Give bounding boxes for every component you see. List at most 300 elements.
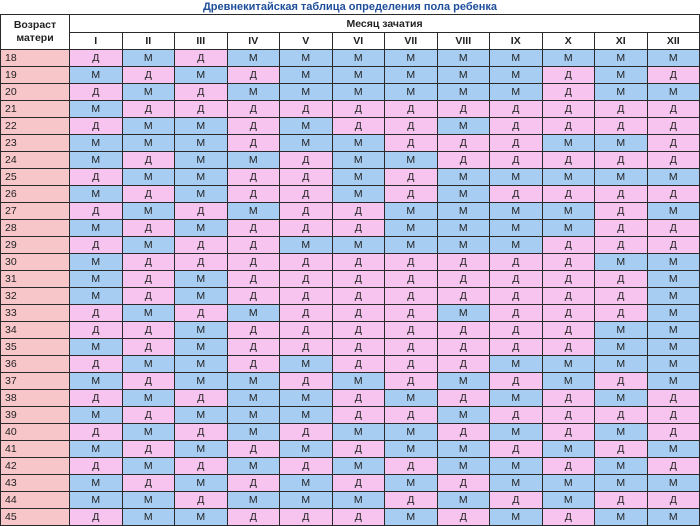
month-header-cell: XI [595, 33, 648, 50]
boy-cell: М [332, 237, 385, 254]
boy-cell: М [122, 237, 175, 254]
girl-cell: Д [122, 475, 175, 492]
girl-cell: Д [437, 356, 490, 373]
girl-cell: Д [122, 373, 175, 390]
girl-cell: Д [227, 101, 280, 118]
girl-cell: Д [542, 152, 595, 169]
boy-cell: М [280, 67, 333, 84]
girl-cell: Д [595, 203, 648, 220]
boy-cell: М [437, 169, 490, 186]
girl-cell: Д [647, 101, 700, 118]
girl-cell: Д [542, 118, 595, 135]
month-header-cell: III [175, 33, 228, 50]
girl-cell: Д [595, 152, 648, 169]
girl-cell: Д [122, 322, 175, 339]
boy-cell: М [332, 67, 385, 84]
table-row [1, 492, 700, 509]
girl-cell: Д [122, 186, 175, 203]
girl-cell: Д [122, 67, 175, 84]
boy-cell: М [385, 152, 438, 169]
boy-cell: М [280, 356, 333, 373]
girl-cell: Д [175, 390, 228, 407]
boy-cell: М [122, 135, 175, 152]
boy-cell: М [385, 50, 438, 67]
girl-cell: Д [122, 101, 175, 118]
girl-cell: Д [595, 407, 648, 424]
boy-cell: М [122, 305, 175, 322]
girl-cell: Д [70, 84, 123, 101]
boy-cell: М [647, 475, 700, 492]
girl-cell: Д [227, 254, 280, 271]
boy-cell: М [332, 50, 385, 67]
boy-cell: М [175, 288, 228, 305]
boy-cell: М [70, 441, 123, 458]
boy-cell: М [490, 356, 543, 373]
girl-cell: Д [175, 203, 228, 220]
table-row [1, 84, 700, 101]
girl-cell: Д [332, 339, 385, 356]
girl-cell: Д [490, 271, 543, 288]
boy-cell: М [490, 475, 543, 492]
boy-cell: М [542, 50, 595, 67]
boy-cell: М [332, 458, 385, 475]
boy-cell: М [595, 50, 648, 67]
boy-cell: М [175, 356, 228, 373]
girl-cell: Д [332, 118, 385, 135]
mother-age-cell: 33 [1, 305, 70, 322]
boy-cell: М [332, 84, 385, 101]
girl-cell: Д [175, 458, 228, 475]
boy-cell: М [385, 84, 438, 101]
girl-cell: Д [647, 135, 700, 152]
girl-cell: Д [227, 67, 280, 84]
girl-cell: Д [175, 50, 228, 67]
girl-cell: Д [595, 220, 648, 237]
boy-cell: М [385, 441, 438, 458]
table-row [1, 271, 700, 288]
girl-cell: Д [70, 458, 123, 475]
table-row [1, 67, 700, 84]
boy-cell: М [332, 135, 385, 152]
boy-cell: М [280, 390, 333, 407]
girl-cell: Д [542, 305, 595, 322]
girl-cell: Д [385, 169, 438, 186]
girl-cell: Д [542, 237, 595, 254]
boy-cell: М [647, 169, 700, 186]
boy-cell: М [542, 220, 595, 237]
boy-cell: М [595, 390, 648, 407]
girl-cell: Д [647, 492, 700, 509]
mother-age-cell: 20 [1, 84, 70, 101]
girl-cell: Д [70, 424, 123, 441]
mother-age-cell: 40 [1, 424, 70, 441]
boy-cell: М [122, 50, 175, 67]
girl-cell: Д [70, 305, 123, 322]
girl-cell: Д [542, 186, 595, 203]
girl-cell: Д [227, 356, 280, 373]
girl-cell: Д [122, 407, 175, 424]
table-row [1, 475, 700, 492]
boy-cell: М [280, 407, 333, 424]
boy-cell: М [385, 67, 438, 84]
boy-cell: М [647, 509, 700, 526]
girl-cell: Д [227, 322, 280, 339]
mother-age-cell: 32 [1, 288, 70, 305]
table-row [1, 407, 700, 424]
girl-cell: Д [122, 271, 175, 288]
boy-cell: М [70, 254, 123, 271]
boy-cell: М [647, 322, 700, 339]
girl-cell: Д [437, 288, 490, 305]
table-row [1, 101, 700, 118]
boy-cell: М [542, 169, 595, 186]
boy-cell: М [227, 390, 280, 407]
boy-cell: М [332, 152, 385, 169]
boy-cell: М [437, 305, 490, 322]
boy-cell: М [490, 84, 543, 101]
boy-cell: М [647, 50, 700, 67]
girl-cell: Д [227, 220, 280, 237]
boy-cell: М [490, 237, 543, 254]
girl-cell: Д [280, 220, 333, 237]
girl-cell: Д [647, 237, 700, 254]
month-header-cell: I [70, 33, 123, 50]
boy-cell: М [437, 237, 490, 254]
boy-cell: М [70, 135, 123, 152]
boy-cell: М [490, 424, 543, 441]
girl-cell: Д [437, 339, 490, 356]
boy-cell: М [70, 288, 123, 305]
girl-cell: Д [385, 271, 438, 288]
table-row [1, 509, 700, 526]
girl-cell: Д [385, 373, 438, 390]
table-row [1, 220, 700, 237]
girl-cell: Д [280, 254, 333, 271]
boy-cell: М [332, 492, 385, 509]
boy-cell: М [122, 492, 175, 509]
boy-cell: М [122, 390, 175, 407]
girl-cell: Д [647, 220, 700, 237]
girl-cell: Д [437, 135, 490, 152]
girl-cell: Д [595, 237, 648, 254]
boy-cell: М [490, 203, 543, 220]
boy-cell: М [175, 152, 228, 169]
girl-cell: Д [490, 101, 543, 118]
girl-cell: Д [385, 101, 438, 118]
mother-age-cell: 31 [1, 271, 70, 288]
girl-cell: Д [332, 203, 385, 220]
month-header-cell: V [280, 33, 333, 50]
girl-cell: Д [70, 356, 123, 373]
boy-cell: М [227, 492, 280, 509]
mother-age-cell: 24 [1, 152, 70, 169]
girl-cell: Д [227, 339, 280, 356]
girl-cell: Д [227, 118, 280, 135]
boy-cell: М [332, 373, 385, 390]
girl-cell: Д [227, 237, 280, 254]
girl-cell: Д [542, 339, 595, 356]
girl-cell: Д [280, 373, 333, 390]
girl-cell: Д [332, 254, 385, 271]
table-row [1, 203, 700, 220]
boy-cell: М [175, 407, 228, 424]
month-header-cell: VII [385, 33, 438, 50]
header-row-months [1, 33, 700, 50]
month-header-cell: II [122, 33, 175, 50]
girl-cell: Д [175, 254, 228, 271]
girl-cell: Д [332, 322, 385, 339]
boy-cell: М [647, 339, 700, 356]
boy-cell: М [437, 220, 490, 237]
girl-cell: Д [437, 475, 490, 492]
girl-cell: Д [385, 186, 438, 203]
girl-cell: Д [70, 322, 123, 339]
girl-cell: Д [490, 118, 543, 135]
girl-cell: Д [437, 322, 490, 339]
mother-age-cell: 30 [1, 254, 70, 271]
girl-cell: Д [175, 492, 228, 509]
boy-cell: М [332, 169, 385, 186]
boy-cell: М [70, 339, 123, 356]
girl-cell: Д [542, 84, 595, 101]
girl-cell: Д [385, 254, 438, 271]
girl-cell: Д [595, 305, 648, 322]
mother-age-cell: 39 [1, 407, 70, 424]
girl-cell: Д [595, 186, 648, 203]
girl-cell: Д [595, 288, 648, 305]
boy-cell: М [385, 390, 438, 407]
girl-cell: Д [332, 475, 385, 492]
table-row [1, 356, 700, 373]
girl-cell: Д [647, 424, 700, 441]
boy-cell: М [595, 509, 648, 526]
girl-cell: Д [280, 186, 333, 203]
boy-cell: М [437, 407, 490, 424]
boy-cell: М [280, 135, 333, 152]
girl-cell: Д [542, 509, 595, 526]
girl-cell: Д [280, 169, 333, 186]
boy-cell: М [542, 356, 595, 373]
girl-cell: Д [280, 271, 333, 288]
girl-cell: Д [385, 322, 438, 339]
boy-cell: М [595, 322, 648, 339]
boy-cell: М [122, 509, 175, 526]
girl-cell: Д [437, 509, 490, 526]
boy-cell: М [175, 339, 228, 356]
boy-cell: М [595, 339, 648, 356]
girl-cell: Д [227, 441, 280, 458]
boy-cell: М [332, 424, 385, 441]
boy-cell: М [647, 288, 700, 305]
girl-cell: Д [385, 118, 438, 135]
girl-cell: Д [280, 424, 333, 441]
boy-cell: М [437, 84, 490, 101]
month-header-cell: X [542, 33, 595, 50]
boy-cell: М [122, 424, 175, 441]
girl-cell: Д [70, 169, 123, 186]
mother-age-cell: 42 [1, 458, 70, 475]
boy-cell: М [122, 356, 175, 373]
girl-cell: Д [542, 322, 595, 339]
boy-cell: М [227, 152, 280, 169]
girl-cell: Д [542, 458, 595, 475]
girl-cell: Д [385, 305, 438, 322]
boy-cell: М [70, 271, 123, 288]
girl-cell: Д [437, 152, 490, 169]
boy-cell: М [385, 203, 438, 220]
girl-cell: Д [175, 84, 228, 101]
girl-cell: Д [542, 407, 595, 424]
boy-cell: М [542, 475, 595, 492]
girl-cell: Д [122, 254, 175, 271]
gender-table [0, 14, 700, 526]
girl-cell: Д [280, 322, 333, 339]
boy-cell: М [70, 492, 123, 509]
girl-cell: Д [647, 152, 700, 169]
mother-age-cell: 18 [1, 50, 70, 67]
boy-cell: М [122, 118, 175, 135]
girl-cell: Д [227, 475, 280, 492]
table-body [1, 50, 700, 526]
table-row [1, 186, 700, 203]
boy-cell: М [227, 424, 280, 441]
boy-cell: М [70, 475, 123, 492]
boy-cell: М [175, 441, 228, 458]
boy-cell: М [175, 169, 228, 186]
month-header-cell: IX [490, 33, 543, 50]
girl-cell: Д [647, 458, 700, 475]
boy-cell: М [647, 84, 700, 101]
table-row [1, 322, 700, 339]
boy-cell: М [385, 424, 438, 441]
table-row [1, 237, 700, 254]
girl-cell: Д [490, 339, 543, 356]
boy-cell: М [437, 458, 490, 475]
girl-cell: Д [542, 254, 595, 271]
girl-cell: Д [542, 271, 595, 288]
girl-cell: Д [332, 271, 385, 288]
boy-cell: М [175, 67, 228, 84]
girl-cell: Д [332, 390, 385, 407]
girl-cell: Д [70, 118, 123, 135]
boy-cell: М [647, 373, 700, 390]
boy-cell: М [437, 441, 490, 458]
table-row [1, 152, 700, 169]
girl-cell: Д [227, 271, 280, 288]
table-row [1, 50, 700, 67]
girl-cell: Д [175, 101, 228, 118]
girl-cell: Д [490, 135, 543, 152]
girl-cell: Д [647, 390, 700, 407]
boy-cell: М [647, 356, 700, 373]
boy-cell: М [227, 203, 280, 220]
boy-cell: М [595, 169, 648, 186]
mother-age-cell: 36 [1, 356, 70, 373]
boy-cell: М [595, 135, 648, 152]
girl-cell: Д [490, 322, 543, 339]
girl-cell: Д [70, 203, 123, 220]
boy-cell: М [175, 186, 228, 203]
girl-cell: Д [542, 390, 595, 407]
girl-cell: Д [490, 254, 543, 271]
boy-cell: М [175, 118, 228, 135]
girl-cell: Д [647, 118, 700, 135]
boy-cell: М [647, 441, 700, 458]
mother-age-cell: 35 [1, 339, 70, 356]
girl-cell: Д [122, 339, 175, 356]
girl-cell: Д [385, 492, 438, 509]
boy-cell: М [227, 458, 280, 475]
mother-age-cell: 25 [1, 169, 70, 186]
girl-cell: Д [175, 424, 228, 441]
boy-cell: М [490, 390, 543, 407]
mother-age-cell: 27 [1, 203, 70, 220]
mother-age-cell: 28 [1, 220, 70, 237]
girl-cell: Д [542, 101, 595, 118]
girl-cell: Д [490, 373, 543, 390]
boy-cell: М [280, 475, 333, 492]
girl-cell: Д [542, 67, 595, 84]
boy-cell: М [385, 220, 438, 237]
boy-cell: М [437, 203, 490, 220]
girl-cell: Д [280, 152, 333, 169]
girl-cell: Д [385, 407, 438, 424]
boy-cell: М [542, 373, 595, 390]
girl-cell: Д [490, 407, 543, 424]
mother-age-cell: 43 [1, 475, 70, 492]
girl-cell: Д [595, 373, 648, 390]
table-row [1, 135, 700, 152]
girl-cell: Д [227, 169, 280, 186]
girl-cell: Д [542, 424, 595, 441]
girl-cell: Д [122, 441, 175, 458]
table-row [1, 390, 700, 407]
mother-age-cell: 44 [1, 492, 70, 509]
boy-cell: М [490, 67, 543, 84]
table-row [1, 441, 700, 458]
girl-cell: Д [227, 186, 280, 203]
boy-cell: М [227, 50, 280, 67]
boy-cell: М [647, 203, 700, 220]
boy-cell: М [175, 475, 228, 492]
mother-age-cell: 34 [1, 322, 70, 339]
girl-cell: Д [227, 288, 280, 305]
table-row [1, 288, 700, 305]
boy-cell: М [437, 186, 490, 203]
girl-cell: Д [70, 509, 123, 526]
girl-cell: Д [647, 67, 700, 84]
mother-age-cell: 29 [1, 237, 70, 254]
girl-cell: Д [595, 101, 648, 118]
girl-cell: Д [385, 356, 438, 373]
girl-cell: Д [122, 288, 175, 305]
mother-age-cell: 45 [1, 509, 70, 526]
girl-cell: Д [490, 186, 543, 203]
boy-cell: М [490, 458, 543, 475]
table-row [1, 305, 700, 322]
boy-cell: М [542, 441, 595, 458]
boy-cell: М [332, 186, 385, 203]
age-header: Возраст матери [1, 15, 70, 50]
boy-cell: М [647, 305, 700, 322]
girl-cell: Д [70, 50, 123, 67]
mother-age-cell: 23 [1, 135, 70, 152]
boy-cell: М [595, 475, 648, 492]
month-header-cell: IV [227, 33, 280, 50]
table-row [1, 458, 700, 475]
girl-cell: Д [70, 237, 123, 254]
girl-cell: Д [437, 271, 490, 288]
